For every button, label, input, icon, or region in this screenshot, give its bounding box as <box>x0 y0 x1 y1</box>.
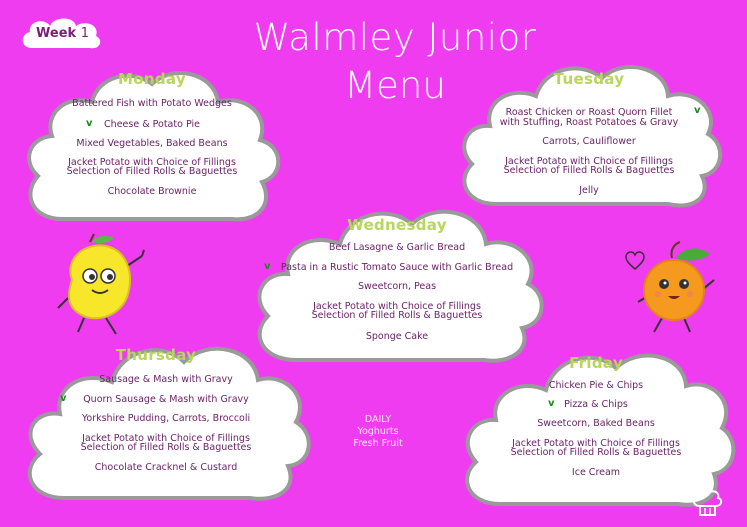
menu-item: Pasta in a Rustic Tomato Sauce with Garlic Bread <box>280 262 514 273</box>
orange-mascot-icon <box>632 240 722 336</box>
menu-item: Selection of Filled Rolls & Baguettes <box>80 442 252 453</box>
menu-item: Jelly <box>579 185 599 196</box>
menu-item: Chocolate Brownie <box>107 186 197 197</box>
vegetarian-icon: v <box>60 393 67 404</box>
page-title-line2: Menu <box>344 64 446 107</box>
menu-item: Sweetcorn, Peas <box>357 281 437 292</box>
menu-item: Jacket Potato with Choice of Fillings <box>313 301 481 312</box>
menu-item: Selection of Filled Rolls & Baguettes <box>503 165 675 176</box>
menu-item: Sausage & Mash with Gravy <box>99 374 233 385</box>
menu-item: Jacket Potato with Choice of Fillings <box>68 157 236 168</box>
daily-note <box>340 414 416 450</box>
menu-item: Roast Chicken or Roast Quorn Fillet <box>505 107 673 118</box>
menu-item: Ice Cream <box>571 467 621 478</box>
daily-item: Yoghurts <box>357 426 399 437</box>
menu-item: Jacket Potato with Choice of Fillings <box>82 433 250 444</box>
week-number: 1 <box>80 26 89 41</box>
menu-item: Battered Fish with Potato Wedges <box>72 98 232 109</box>
menu-item: Beef Lasagne & Garlic Bread <box>328 242 466 253</box>
day-heading-tuesday: Tuesday <box>553 70 625 88</box>
daily-heading: DAILY <box>364 414 392 425</box>
menu-item: Chicken Pie & Chips <box>548 380 644 391</box>
menu-item: Jacket Potato with Choice of Fillings <box>512 438 680 449</box>
chef-hat-icon <box>690 486 724 520</box>
menu-item: Yorkshire Pudding, Carrots, Broccoli <box>81 413 251 424</box>
menu-item: Pizza & Chips <box>564 399 628 410</box>
vegetarian-icon: v <box>548 398 555 409</box>
lemon-mascot-icon <box>50 228 150 338</box>
menu-item: with Stuffing, Roast Potatoes & Gravy <box>499 117 679 128</box>
thursday-cloud <box>18 330 314 506</box>
menu-item: Sweetcorn, Baked Beans <box>537 418 655 429</box>
day-heading-monday: Monday <box>118 70 186 88</box>
week-label <box>36 26 89 41</box>
menu-item: Cheese & Potato Pie <box>104 119 200 130</box>
menu-item: Carrots, Cauliflower <box>542 136 636 147</box>
menu-item: Chocolate Cracknel & Custard <box>94 462 238 473</box>
week-text: Week <box>36 26 77 41</box>
day-heading-friday: Friday <box>569 354 623 372</box>
daily-item: Fresh Fruit <box>353 438 403 449</box>
week-badge <box>18 14 104 54</box>
monday-cloud <box>22 54 282 224</box>
tuesday-cloud <box>454 52 724 212</box>
menu-item: Selection of Filled Rolls & Baguettes <box>510 447 682 458</box>
menu-item: Selection of Filled Rolls & Baguettes <box>311 310 483 321</box>
vegetarian-icon: v <box>86 118 93 129</box>
menu-item: Jacket Potato with Choice of Fillings <box>505 156 673 167</box>
vegetarian-icon: v <box>694 105 701 116</box>
day-heading-wednesday: Wednesday <box>347 216 447 234</box>
menu-item: Sponge Cake <box>365 331 429 342</box>
page-title: Walmley Junior <box>253 16 537 59</box>
vegetarian-icon: v <box>264 261 271 272</box>
day-heading-thursday: Thursday <box>115 346 197 364</box>
menu-item: Quorn Sausage & Mash with Gravy <box>83 394 249 405</box>
menu-item: Selection of Filled Rolls & Baguettes <box>66 166 238 177</box>
menu-item: Mixed Vegetables, Baked Beans <box>76 138 228 149</box>
